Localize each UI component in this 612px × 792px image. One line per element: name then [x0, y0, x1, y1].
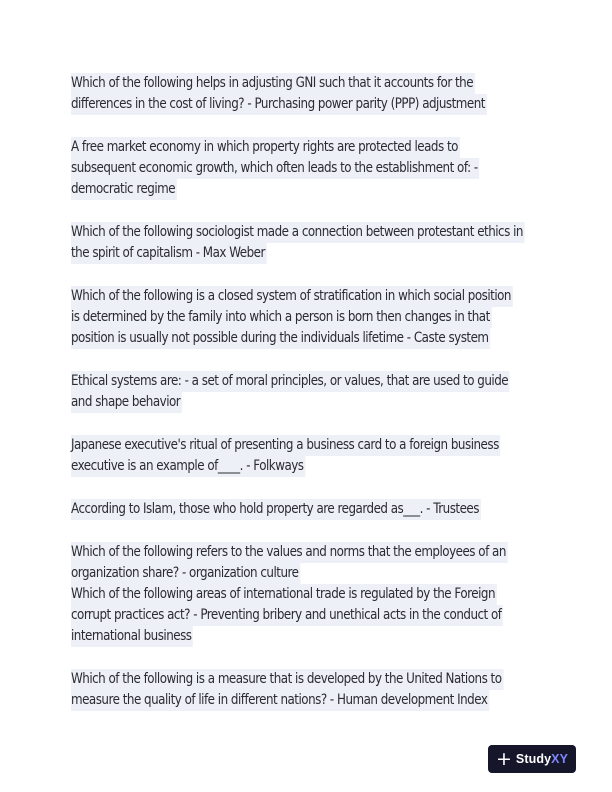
- text-line: position is usually not possible during the individuals lifetime - Caste system: [71, 328, 490, 349]
- text-line: organization share? - organization culture: [71, 563, 300, 584]
- studyxy-badge[interactable]: [488, 745, 576, 773]
- text-line: corrupt practices act? - Preventing bribery and unethical acts in the conduct of: [71, 605, 503, 626]
- text-line: international business: [71, 626, 193, 647]
- text-line: differences in the cost of living? - Purchasing power parity (PPP) adjustment: [71, 94, 487, 115]
- text-line: executive is an example of____. - Folkways: [71, 456, 305, 477]
- text-line: democratic regime: [71, 179, 177, 200]
- qa-block: [71, 370, 541, 412]
- plus-icon: +: [495, 747, 512, 770]
- qa-block: [71, 221, 541, 263]
- text-line: Which of the following areas of international trade is regulated by the Foreign: [71, 584, 497, 605]
- text-line: subsequent economic growth, which often leads to the establishment of: -: [71, 158, 479, 179]
- text-line: Which of the following helps in adjusting GNI such that it accounts for the: [71, 73, 475, 94]
- text-line: Ethical systems are: - a set of moral principles, or values, that are used to guide: [71, 371, 510, 392]
- text-line: and shape behavior: [71, 392, 182, 413]
- brand-accent: XY: [551, 752, 569, 766]
- qa-block: [71, 136, 541, 199]
- qa-block: [71, 434, 541, 476]
- qa-block: [71, 498, 541, 519]
- text-line: Which of the following refers to the values and norms that the employees of an: [71, 542, 508, 563]
- brand-name: [516, 752, 568, 766]
- text-line: Which of the following sociologist made a connection between protestant ethics in: [71, 222, 525, 243]
- document-body: [71, 72, 541, 710]
- text-line: Which of the following is a closed system of stratification in which social position: [71, 286, 513, 307]
- text-line: Which of the following is a measure that is developed by the United Nations to: [71, 669, 503, 690]
- brand-main: Study: [515, 752, 552, 766]
- text-line: is determined by the family into which a person is born then changes in that: [71, 307, 491, 328]
- qa-block: [71, 668, 541, 710]
- qa-block: [71, 285, 541, 348]
- text-line: the spirit of capitalism - Max Weber: [71, 243, 267, 264]
- text-line: A free market economy in which property rights are protected leads to: [71, 137, 460, 158]
- qa-block: [71, 72, 541, 114]
- text-line: According to Islam, those who hold property are regarded as___. - Trustees: [71, 499, 481, 520]
- qa-block: [71, 541, 541, 646]
- text-line: Japanese executive's ritual of presenting a business card to a foreign business: [71, 435, 500, 456]
- text-line: measure the quality of life in different nations? - Human development Index: [71, 690, 489, 711]
